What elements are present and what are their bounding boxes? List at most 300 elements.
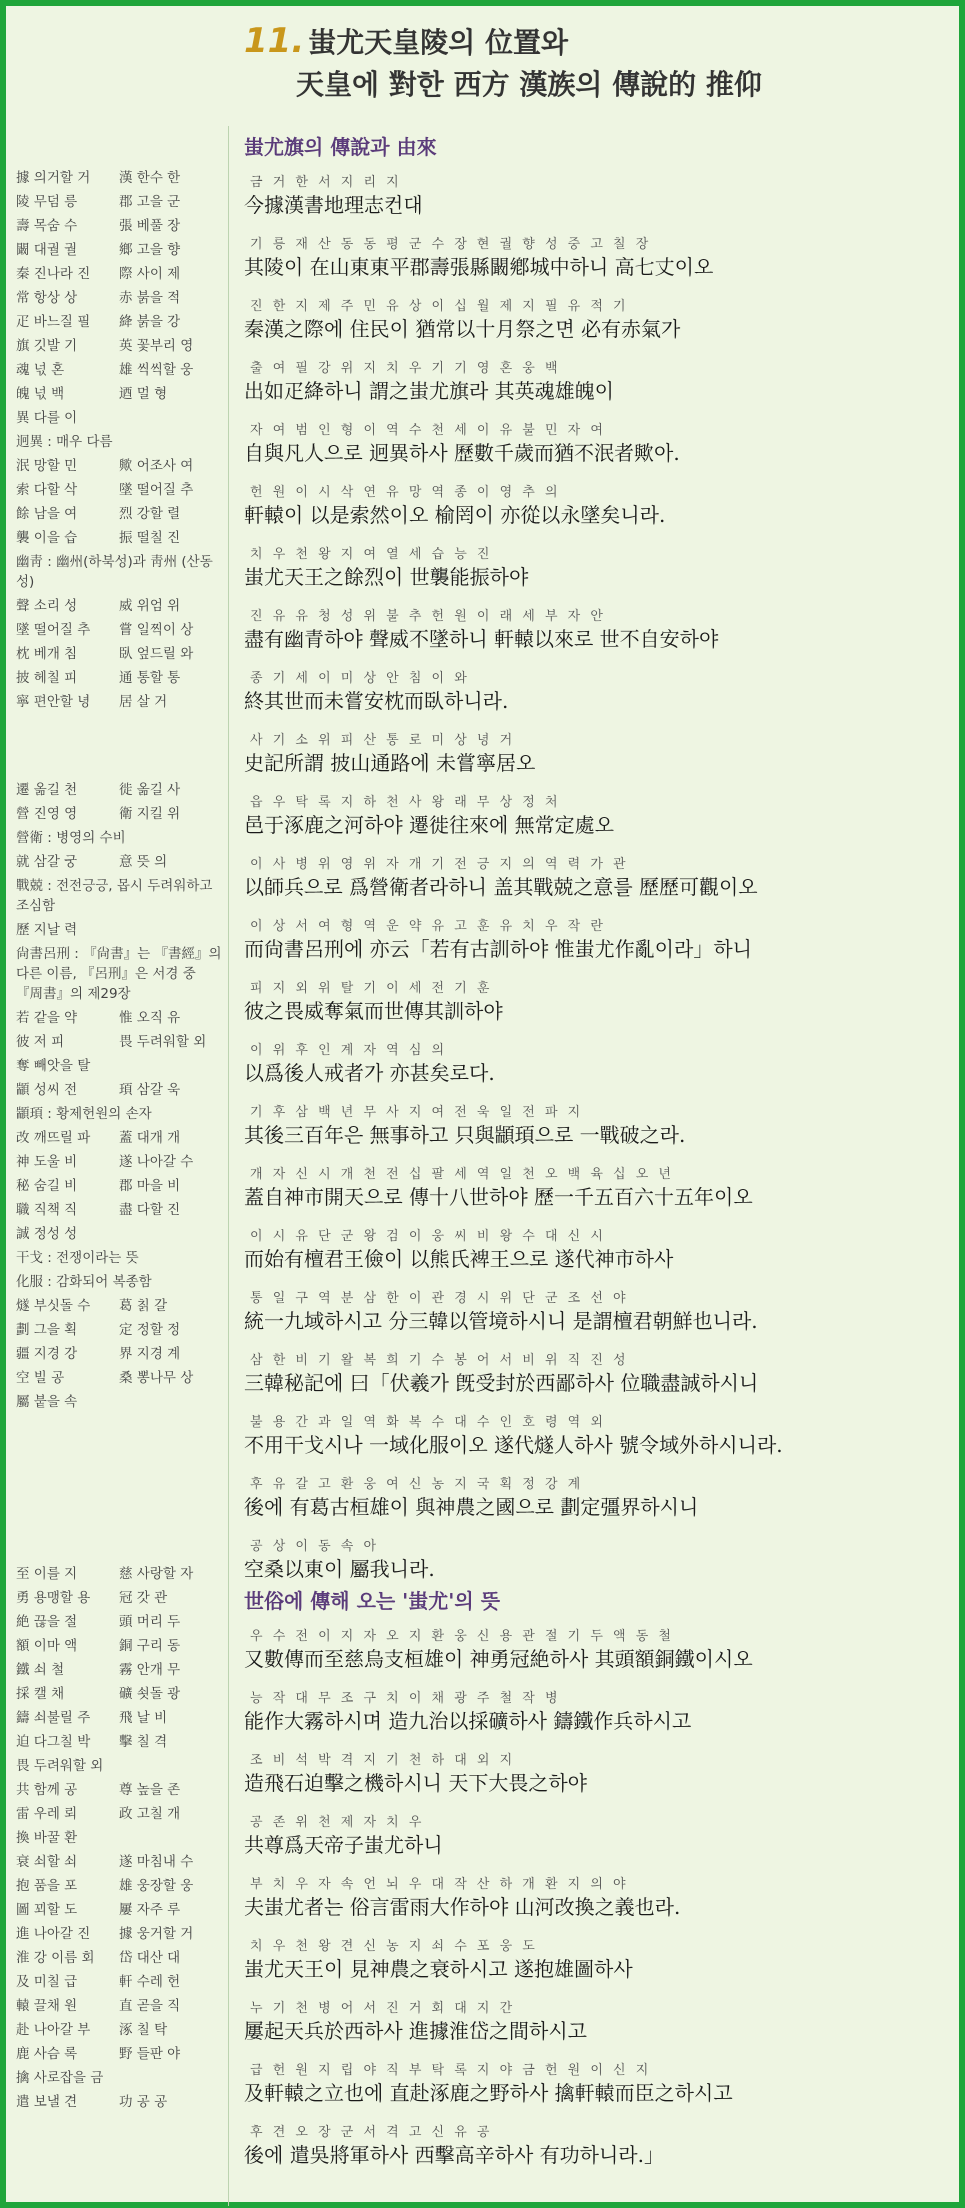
verse — [244, 1290, 949, 1335]
verse-text: 而始有檀君王儉이 以熊氏裨王으로 遂代神市하사 — [244, 1247, 674, 1271]
verse-reading: 금 거 한 서 지 리 지 — [250, 175, 402, 190]
glossary-entry — [16, 358, 222, 382]
verse-reading: 출 여 필 강 위 지 치 우 기 기 영 혼 웅 백 — [250, 361, 561, 376]
glossary-term: 赴 나아갈 부 — [16, 2022, 91, 2038]
glossary-entry — [16, 826, 222, 850]
glossary-term: 陵 무덤 릉 — [16, 194, 78, 210]
glossary-term: 披 헤칠 피 — [16, 670, 78, 686]
glossary-term: 額 이마 액 — [16, 1638, 78, 1654]
glossary-term: 頊 삼갈 욱 — [119, 1082, 181, 1098]
glossary-term: 雄 씩씩할 웅 — [119, 362, 194, 378]
glossary-term: 墜 떨어질 추 — [119, 482, 194, 498]
glossary-term: 若 같을 약 — [16, 1010, 78, 1026]
glossary-term: 烈 강할 렬 — [119, 506, 181, 522]
glossary-entry — [16, 286, 222, 310]
glossary-entry — [16, 802, 222, 826]
glossary-term — [119, 1390, 222, 1414]
glossary-term: 營 진영 영 — [16, 806, 78, 822]
glossary-entry — [16, 214, 222, 238]
verse — [244, 174, 949, 219]
glossary-entry — [16, 1898, 222, 1922]
glossary-term: 礦 쇳돌 광 — [119, 1686, 181, 1702]
glossary-term: 際 사이 제 — [119, 266, 181, 282]
glossary-term: 威 위엄 위 — [119, 598, 181, 614]
verse-reading: 이 시 유 단 군 왕 검 이 웅 씨 비 왕 수 대 신 시 — [250, 1229, 606, 1244]
glossary-entry — [16, 1318, 222, 1342]
glossary-term: 旗 깃발 기 — [16, 338, 78, 354]
glossary-term: 枕 베개 침 — [16, 646, 78, 662]
glossary-term: 軒 수레 헌 — [119, 1974, 181, 1990]
glossary-term: 幽靑 : 幽州(하북성)과 靑州 (산동성) — [16, 554, 213, 590]
verse — [244, 2000, 949, 2045]
verse — [244, 546, 949, 591]
glossary-term — [119, 1222, 222, 1246]
glossary-term: 誠 정성 성 — [16, 1226, 78, 1242]
glossary-term: 襲 이을 습 — [16, 530, 78, 546]
glossary-term: 據 의거할 거 — [16, 170, 91, 186]
glossary-term: 改 깨뜨릴 파 — [16, 1130, 91, 1146]
verse-text: 屢起天兵於西하사 進據淮岱之間하시고 — [244, 2019, 587, 2043]
verse-text: 又數傳而至慈烏支桓雄이 神勇冠絶하사 其頭額銅鐵이시오 — [244, 1647, 753, 1671]
glossary-entry — [16, 1150, 222, 1174]
verse-reading: 공 존 위 천 제 자 치 우 — [250, 1815, 425, 1830]
glossary-term — [119, 1754, 222, 1778]
glossary-term — [119, 1270, 222, 1294]
glossary-term: 秘 숨길 비 — [16, 1178, 78, 1194]
glossary-term: 聲 소리 성 — [16, 598, 78, 614]
verse — [244, 2062, 949, 2107]
glossary-bottom — [16, 1562, 222, 2114]
glossary-term: 劃 그을 획 — [16, 1322, 78, 1338]
glossary-entry — [16, 918, 222, 942]
verse-text: 共尊爲天帝子蚩尤하니 — [244, 1833, 443, 1857]
section-chiwoo-meaning — [244, 1586, 949, 2186]
glossary-term: 索 다할 삭 — [16, 482, 78, 498]
glossary-term: 疆 지경 강 — [16, 1346, 78, 1362]
glossary-term: 化服 : 감화되어 복종함 — [16, 1274, 152, 1290]
glossary-term: 郡 고을 군 — [119, 194, 181, 210]
verse — [244, 1166, 949, 1211]
glossary-term: 顓 성씨 전 — [16, 1082, 78, 1098]
glossary-term: 職 직책 직 — [16, 1202, 78, 1218]
verse-reading: 공 상 이 동 속 아 — [250, 1539, 380, 1554]
verse — [244, 670, 949, 715]
verse — [244, 1104, 949, 1149]
glossary-term: 闞 대궐 궐 — [16, 242, 78, 258]
glossary-term: 神 도울 비 — [16, 1154, 78, 1170]
glossary-term: 雄 웅장할 웅 — [119, 1878, 194, 1894]
glossary-term: 奪 빼앗을 탈 — [16, 1058, 91, 1074]
glossary-term: 功 공 공 — [119, 2094, 168, 2110]
glossary-term: 衰 쇠할 쇠 — [16, 1854, 78, 1870]
verse-reading: 진 유 유 청 성 위 불 추 헌 원 이 래 세 부 자 안 — [250, 609, 606, 624]
glossary-term: 意 뜻 의 — [119, 854, 168, 870]
glossary-term: 寧 편안할 녕 — [16, 694, 91, 710]
verse-reading: 사 기 소 위 피 산 통 로 미 상 녕 거 — [250, 733, 516, 748]
verse-text: 以爲後人戒者가 亦甚矣로다. — [244, 1061, 495, 1085]
glossary-term: 迫 다그칠 박 — [16, 1734, 91, 1750]
glossary-term: 畏 두려워할 외 — [119, 1034, 207, 1050]
glossary-term: 英 꽃부리 영 — [119, 338, 194, 354]
glossary-term: 擒 사로잡을 금 — [16, 2070, 104, 2086]
verse — [244, 1876, 949, 1921]
glossary-entry — [16, 1366, 222, 1390]
glossary-entry — [16, 874, 222, 918]
verse-text: 而尙書呂刑에 亦云「若有古訓하야 惟蚩尤作亂이라」하니 — [244, 937, 752, 961]
verse-text: 今據漢書地理志컨대 — [244, 193, 423, 217]
glossary-entry — [16, 1390, 222, 1414]
verse-reading: 통 일 구 역 분 삼 한 이 관 경 시 위 단 군 조 선 야 — [250, 1291, 629, 1306]
glossary-entry — [16, 1778, 222, 1802]
verse — [244, 1352, 949, 1397]
title-line-2: 天皇에 對한 西方 漢族의 傳說的 推仰 — [296, 68, 762, 101]
glossary-entry — [16, 238, 222, 262]
glossary-term: 臥 엎드릴 와 — [119, 646, 194, 662]
glossary-term: 鹿 사슴 록 — [16, 2046, 78, 2062]
glossary-entry — [16, 1270, 222, 1294]
glossary-entry — [16, 1054, 222, 1078]
glossary-term: 常 항상 상 — [16, 290, 78, 306]
glossary-term — [119, 406, 222, 430]
glossary-entry — [16, 690, 222, 714]
verse-text: 史記所謂 披山通路에 未嘗寧居오 — [244, 751, 536, 775]
glossary-entry — [16, 1706, 222, 1730]
glossary-entry — [16, 502, 222, 526]
glossary-term: 盡 다할 진 — [119, 1202, 181, 1218]
verse — [244, 298, 949, 343]
verse-text: 自與凡人으로 迥異하사 歷數千歲而猶不泯者歟아. — [244, 441, 680, 465]
glossary-entry — [16, 1198, 222, 1222]
glossary-entry — [16, 666, 222, 690]
glossary-term: 異 다를 이 — [16, 410, 78, 426]
glossary-term: 泯 망할 민 — [16, 458, 78, 474]
page-title — [244, 20, 954, 106]
glossary-entry — [16, 1078, 222, 1102]
verse — [244, 918, 949, 963]
glossary-entry — [16, 382, 222, 406]
glossary-entry — [16, 1246, 222, 1270]
glossary-entry — [16, 1922, 222, 1946]
glossary-term — [119, 430, 222, 454]
glossary-term: 燧 부싯돌 수 — [16, 1298, 91, 1314]
section-heading: 世俗에 傳해 오는 '蚩尤'의 뜻 — [244, 1589, 501, 1613]
glossary-entry — [16, 334, 222, 358]
verse-text: 夫蚩尤者는 俗言雷雨大作하야 山河改換之義也라. — [244, 1895, 681, 1919]
glossary-term: 蓋 대개 개 — [119, 1130, 181, 1146]
verse-text: 後에 有葛古桓雄이 與神農之國으로 劃定彊界하시니 — [244, 1495, 699, 1519]
glossary-term: 淮 강 이름 회 — [16, 1950, 95, 1966]
glossary-entry — [16, 1994, 222, 2018]
glossary-entry — [16, 618, 222, 642]
glossary-entry — [16, 2090, 222, 2114]
verse-reading: 능 작 대 무 조 구 치 이 채 광 주 철 작 병 — [250, 1691, 561, 1706]
glossary-term: 畏 두려워할 외 — [16, 1758, 104, 1774]
verse — [244, 980, 949, 1025]
verse-text: 蚩尤天王이 見神農之衰하시고 遂抱雄圖하사 — [244, 1957, 633, 1981]
glossary-term: 振 떨칠 진 — [119, 530, 181, 546]
glossary-entry — [16, 526, 222, 550]
glossary-middle — [16, 778, 222, 1414]
glossary-entry — [16, 1658, 222, 1682]
glossary-entry — [16, 2042, 222, 2066]
glossary-entry — [16, 550, 222, 594]
glossary-entry — [16, 1342, 222, 1366]
column-divider — [228, 126, 229, 2206]
glossary-entry — [16, 310, 222, 334]
glossary-term: 定 정할 정 — [119, 1322, 181, 1338]
glossary-term — [119, 1246, 222, 1270]
verse — [244, 794, 949, 839]
glossary-term: 壽 목숨 수 — [16, 218, 78, 234]
verse-text: 後에 遣吳將軍하사 西擊高辛하사 有功하니라.」 — [244, 2143, 664, 2167]
glossary-term: 秦 진나라 진 — [16, 266, 91, 282]
verse — [244, 360, 949, 405]
glossary-term: 遂 마침내 수 — [119, 1854, 194, 1870]
verse — [244, 608, 949, 653]
glossary-term: 郡 마을 비 — [119, 1178, 181, 1194]
glossary-term: 屢 자주 루 — [119, 1902, 181, 1918]
glossary-entry — [16, 1850, 222, 1874]
verse-text: 空桑以東이 屬我니라. — [244, 1557, 435, 1581]
verse-reading: 우 수 전 이 지 자 오 지 환 웅 신 용 관 절 기 두 액 동 철 — [250, 1629, 674, 1644]
verse-reading: 삼 한 비 기 왈 복 희 기 수 봉 어 서 비 위 직 진 성 — [250, 1353, 629, 1368]
verse-text: 造飛石迫擊之機하시니 天下大畏之하야 — [244, 1771, 587, 1795]
glossary-term: 進 나아갈 진 — [16, 1926, 91, 1942]
verse-reading: 불 용 간 과 일 역 화 복 수 대 수 인 호 령 역 외 — [250, 1415, 606, 1430]
verse-text: 終其世而未嘗安枕而臥하니라. — [244, 689, 509, 713]
glossary-term: 顓頊 : 황제헌원의 손자 — [16, 1106, 152, 1122]
glossary-term: 換 바꿀 환 — [16, 1830, 78, 1846]
glossary-entry — [16, 1586, 222, 1610]
glossary-entry — [16, 1126, 222, 1150]
glossary-entry — [16, 2066, 222, 2090]
glossary-term: 歟 어조사 여 — [119, 458, 194, 474]
glossary-term: 迺 멀 형 — [119, 386, 168, 402]
verse-text: 三韓秘記에 曰「伏羲가 旣受封於西鄙하사 位職盡誠하시니 — [244, 1371, 759, 1395]
glossary-term: 絳 붉을 강 — [119, 314, 181, 330]
glossary-term: 嘗 일찍이 상 — [119, 622, 194, 638]
glossary-entry — [16, 1222, 222, 1246]
glossary-term: 惟 오직 유 — [119, 1010, 181, 1026]
glossary-term: 飛 날 비 — [119, 1710, 168, 1726]
verse — [244, 1938, 949, 1983]
glossary-term: 歷 지날 력 — [16, 922, 78, 938]
verse-text: 能作大霧하시며 造九治以採礦하사 鑄鐵作兵하시고 — [244, 1709, 692, 1733]
glossary-entry — [16, 850, 222, 874]
verse-text: 蚩尤天王之餘烈이 世襲能振하야 — [244, 565, 529, 589]
glossary-term — [119, 918, 222, 942]
glossary-term: 慈 사랑할 자 — [119, 1566, 194, 1582]
glossary-term: 尊 높을 존 — [119, 1782, 181, 1798]
verse-text: 軒轅이 以是索然이오 榆罔이 亦從以永墜矣니라. — [244, 503, 666, 527]
verse-reading: 이 위 후 인 계 자 역 심 의 — [250, 1043, 448, 1058]
glossary-term: 銅 구리 동 — [119, 1638, 181, 1654]
verse-reading: 기 후 삼 백 년 무 사 지 여 전 욱 일 전 파 지 — [250, 1105, 584, 1120]
verse-text: 及軒轅之立也에 直赴涿鹿之野하사 擒軒轅而臣之하시고 — [244, 2081, 733, 2105]
verse-reading: 읍 우 탁 록 지 하 천 사 왕 래 무 상 정 처 — [250, 795, 561, 810]
glossary-term: 通 통할 통 — [119, 670, 181, 686]
glossary-top — [16, 166, 222, 714]
glossary-entry — [16, 1562, 222, 1586]
glossary-entry — [16, 1634, 222, 1658]
glossary-term: 營衛 : 병영의 수비 — [16, 830, 126, 846]
verse-text: 盡有幽青하야 聲威不墜하니 軒轅以來로 世不自安하야 — [244, 627, 719, 651]
verse — [244, 1228, 949, 1273]
verse-list — [244, 174, 949, 1583]
glossary-entry — [16, 642, 222, 666]
glossary-entry — [16, 1682, 222, 1706]
glossary-term: 張 베풀 장 — [119, 218, 181, 234]
verse — [244, 856, 949, 901]
glossary-term: 頭 머리 두 — [119, 1614, 181, 1630]
verse-text: 彼之畏威奪氣而世傳其訓하야 — [244, 999, 503, 1023]
glossary-term: 界 지경 계 — [119, 1346, 181, 1362]
glossary-term: 冠 갓 관 — [119, 1590, 168, 1606]
verse-reading: 진 한 지 제 주 민 유 상 이 십 월 제 지 필 유 적 기 — [250, 299, 629, 314]
glossary-term: 疋 바느질 필 — [16, 314, 91, 330]
verse-text: 蓋自神市開天으로 傳十八世하야 歷一千五百六十五年이오 — [244, 1185, 753, 1209]
verse-reading: 개 자 신 시 개 천 전 십 팔 세 역 일 천 오 백 육 십 오 년 — [250, 1167, 674, 1182]
glossary-entry — [16, 1970, 222, 1994]
verse-text: 其陵이 在山東東平郡壽張縣闞鄕城中하니 高七丈이오 — [244, 255, 714, 279]
glossary-term — [119, 1826, 222, 1850]
verse — [244, 1690, 949, 1735]
glossary-term: 鄉 고을 향 — [119, 242, 181, 258]
verse-text: 邑于涿鹿之河하야 遷徙往來에 無常定處오 — [244, 813, 614, 837]
verse-list — [244, 1628, 949, 2169]
glossary-term: 衛 지킬 위 — [119, 806, 181, 822]
verse-text: 秦漢之際에 住民이 猶常以十月祭之면 必有赤氣가 — [244, 317, 681, 341]
glossary-entry — [16, 1826, 222, 1850]
glossary-term: 涿 칠 탁 — [119, 2022, 168, 2038]
glossary-term — [119, 1102, 222, 1126]
glossary-term: 遷 옮길 천 — [16, 782, 78, 798]
verse-text: 不用干戈시나 一域化服이오 遂代燧人하사 號令域外하시니라. — [244, 1433, 783, 1457]
glossary-term: 屬 붙을 속 — [16, 1394, 78, 1410]
verse — [244, 1628, 949, 1673]
glossary-term: 赤 붉을 적 — [119, 290, 181, 306]
verse-reading: 누 기 천 병 어 서 진 거 회 대 지 간 — [250, 2001, 516, 2016]
glossary-term: 政 고칠 개 — [119, 1806, 181, 1822]
verse — [244, 1042, 949, 1087]
glossary-term: 居 살 거 — [119, 694, 168, 710]
glossary-term: 干戈 : 전쟁이라는 뜻 — [16, 1250, 139, 1266]
glossary-term: 勇 용맹할 용 — [16, 1590, 91, 1606]
verse-reading: 급 헌 원 지 립 야 직 부 탁 록 지 야 금 헌 원 이 신 지 — [250, 2063, 652, 2078]
glossary-term: 葛 칡 갈 — [119, 1298, 168, 1314]
verse — [244, 422, 949, 467]
glossary-term: 圖 꾀할 도 — [16, 1902, 78, 1918]
verse-reading: 이 사 병 위 영 위 자 개 기 전 긍 지 의 역 력 가 관 — [250, 857, 629, 872]
glossary-entry — [16, 430, 222, 454]
glossary-term: 共 함께 공 — [16, 1782, 78, 1798]
glossary-term: 雷 우레 뢰 — [16, 1806, 78, 1822]
glossary-term: 尙書呂刑 : 『尙書』는 『書經』의 다른 이름, 『呂刑』은 서경 중 『周書』의 제29장 — [16, 946, 222, 1002]
glossary-entry — [16, 1294, 222, 1318]
glossary-term: 絶 끊을 절 — [16, 1614, 78, 1630]
glossary-term: 遂 나아갈 수 — [119, 1154, 194, 1170]
verse — [244, 236, 949, 281]
glossary-term: 採 캘 채 — [16, 1686, 65, 1702]
verse-text: 以師兵으로 爲營衛者라하니 盖其戰兢之意를 歷歷可觀이오 — [244, 875, 758, 899]
glossary-entry — [16, 1102, 222, 1126]
verse-reading: 이 상 서 여 형 역 운 약 유 고 훈 유 치 우 작 란 — [250, 919, 606, 934]
glossary-term: 桑 뽕나무 상 — [119, 1370, 194, 1386]
glossary-term: 擊 칠 격 — [119, 1734, 168, 1750]
glossary-term — [119, 1054, 222, 1078]
glossary-term: 魂 넋 혼 — [16, 362, 65, 378]
glossary-entry — [16, 2018, 222, 2042]
section-heading: 蚩尤旗의 傳說과 由來 — [244, 135, 437, 159]
chapter-number: 11. — [244, 21, 305, 61]
glossary-term: 彼 저 피 — [16, 1034, 65, 1050]
glossary-term: 及 미칠 급 — [16, 1974, 78, 1990]
verse — [244, 1752, 949, 1797]
glossary-entry — [16, 1174, 222, 1198]
glossary-term: 徙 옮길 사 — [119, 782, 181, 798]
glossary-term: 餘 남을 여 — [16, 506, 78, 522]
verse — [244, 1538, 949, 1583]
glossary-term: 墜 떨어질 추 — [16, 622, 91, 638]
glossary-entry — [16, 1874, 222, 1898]
page-frame — [6, 6, 959, 2202]
glossary-term: 直 곧을 직 — [119, 1998, 181, 2014]
section-chiwoo-flag — [244, 132, 949, 1600]
glossary-term: 抱 품을 포 — [16, 1878, 78, 1894]
glossary-term: 霧 안개 무 — [119, 1662, 181, 1678]
glossary-entry — [16, 190, 222, 214]
glossary-entry — [16, 1730, 222, 1754]
verse-reading: 후 견 오 장 군 서 격 고 신 유 공 — [250, 2125, 493, 2140]
verse — [244, 2124, 949, 2169]
verse-text: 其後三百年은 無事하고 只與顓頊으로 一戰破之라. — [244, 1123, 686, 1147]
glossary-term: 遣 보낼 견 — [16, 2094, 78, 2110]
glossary-entry — [16, 166, 222, 190]
glossary-entry — [16, 942, 222, 1006]
verse-reading: 종 기 세 이 미 상 안 침 이 와 — [250, 671, 470, 686]
verse-text: 出如疋絳하니 謂之蚩尤旗라 其英魂雄魄이 — [244, 379, 614, 403]
verse — [244, 1476, 949, 1521]
verse-reading: 치 우 천 왕 지 여 열 세 습 능 진 — [250, 547, 493, 562]
glossary-entry — [16, 478, 222, 502]
verse — [244, 1814, 949, 1859]
verse-reading: 자 여 범 인 형 이 역 수 천 세 이 유 불 민 자 여 — [250, 423, 606, 438]
glossary-entry — [16, 262, 222, 286]
verse-reading: 기 릉 재 산 동 동 평 군 수 장 현 궐 향 성 중 고 칠 장 — [250, 237, 652, 252]
verse-reading: 피 지 외 위 탈 기 이 세 전 기 훈 — [250, 981, 493, 996]
glossary-term: 鑄 쇠불릴 주 — [16, 1710, 91, 1726]
glossary-term: 迥異 : 매우 다름 — [16, 434, 113, 450]
glossary-term: 魄 넋 백 — [16, 386, 65, 402]
glossary-entry — [16, 454, 222, 478]
verse-reading: 부 치 우 자 속 언 뇌 우 대 작 산 하 개 환 지 의 야 — [250, 1877, 629, 1892]
glossary-term: 岱 대산 대 — [119, 1950, 181, 1966]
verse-reading: 조 비 석 박 격 지 기 천 하 대 외 지 — [250, 1753, 516, 1768]
glossary-entry — [16, 594, 222, 618]
glossary-term: 轅 끌채 원 — [16, 1998, 78, 2014]
glossary-entry — [16, 778, 222, 802]
glossary-entry — [16, 406, 222, 430]
glossary-term: 至 이를 지 — [16, 1566, 78, 1582]
glossary-entry — [16, 1802, 222, 1826]
glossary-term: 空 빌 공 — [16, 1370, 65, 1386]
glossary-entry — [16, 1006, 222, 1030]
glossary-entry — [16, 1030, 222, 1054]
verse-reading: 헌 원 이 시 삭 연 유 망 역 종 이 영 추 의 — [250, 485, 561, 500]
glossary-term: 鐵 쇠 철 — [16, 1662, 65, 1678]
glossary-entry — [16, 1946, 222, 1970]
glossary-term: 戰兢 : 전전긍긍, 몹시 두려워하고 조심함 — [16, 878, 213, 914]
